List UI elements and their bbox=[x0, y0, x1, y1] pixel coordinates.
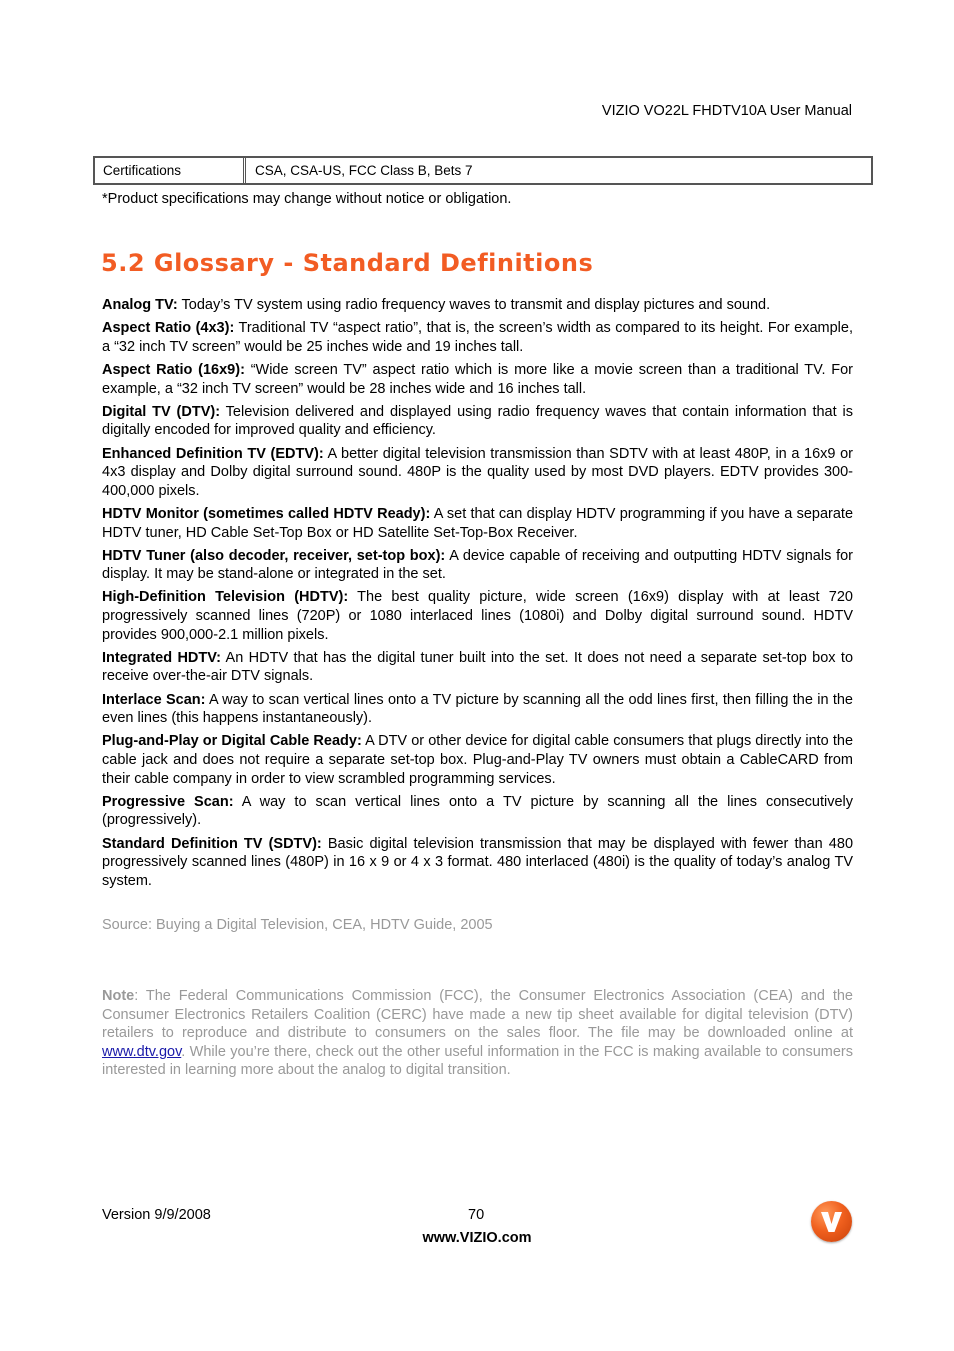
glossary-definition: Today’s TV system using radio frequency waves to transmit and display pictures and sound. bbox=[181, 297, 771, 313]
spec-table bbox=[93, 156, 873, 185]
glossary-entry-edtv bbox=[102, 445, 853, 501]
glossary-entry-analog-tv bbox=[102, 296, 853, 315]
glossary-term: Interlace Scan: bbox=[102, 691, 206, 708]
glossary-term: Enhanced Definition TV (EDTV): bbox=[102, 445, 324, 462]
page-number: 70 bbox=[468, 1207, 485, 1223]
glossary-entry-hdtv-monitor bbox=[102, 505, 853, 542]
glossary-entry-sdtv bbox=[102, 835, 853, 891]
note-text: : The Federal Communications Commission (FCC), the Consumer Electronics Association (CEA) and the Consumer Electronics Retailers Coalition (CERC) have made a new tip sheet available for digital television (DTV) retailers to reproduce and distribute to consumers on the sales floor. The file may be downloaded online at bbox=[102, 988, 853, 1042]
glossary-entry-hdtv bbox=[102, 588, 853, 644]
glossary-definition: A better digital television transmission than SDTV with at least 480P, in a 16x9 or 4x3 display and Dolby digital surround sound. 480P is the quality used by most DVD players. EDTV provides 300-400,000 pixels. bbox=[102, 445, 853, 499]
glossary-term: HDTV Tuner (also decoder, receiver, set-top box): bbox=[102, 547, 446, 564]
glossary-definition: Television delivered and displayed using radio frequency waves that contain information that is digitally encoded for improved quality and efficiency. bbox=[102, 403, 853, 439]
vizio-v-logo-icon bbox=[811, 1201, 852, 1242]
glossary-definition: “Wide screen TV” aspect ratio which is more like a movie screen than a traditional TV. For example, a “32 inch TV screen” would be 28 inches wide and 16 inches tall. bbox=[102, 361, 853, 397]
note-label: Note bbox=[102, 988, 135, 1004]
glossary-definition: The best quality picture, wide screen (16x9) display with at least 720 progressively scanned lines (720P) or 1080 interlaced lines (1080i) and Dolby digital surround sound. HDTV provides 900,000-2.1 million pixels. bbox=[102, 589, 853, 643]
footer-url: www.VIZIO.com bbox=[422, 1230, 532, 1246]
glossary-term: High-Definition Television (HDTV): bbox=[102, 589, 349, 606]
glossary-entry-aspect-4x3 bbox=[102, 319, 853, 356]
glossary-definition: A device capable of receiving and outputting HDTV signals for display. It may be stand-alone or integrated in the set. bbox=[102, 547, 854, 583]
section-title: 5.2 Glossary - Standard Definitions bbox=[101, 249, 594, 277]
dtv-gov-link[interactable]: www.dtv.gov bbox=[102, 1043, 182, 1060]
glossary-definition: A DTV or other device for digital cable consumers that plugs directly into the cable jack and does not require a separate set-top box. Plug-and-Play TV owners must obtain a CableCARD from their cable company in order to view scrambled programming services. bbox=[102, 733, 854, 787]
glossary-entry-hdtv-tuner bbox=[102, 547, 853, 584]
glossary-entry-digital-tv bbox=[102, 403, 853, 440]
glossary-definition: Traditional TV “aspect ratio”, that is, the screen’s width as compared to its height. For example, a “32 inch TV screen” would be 25 inches wide and 19 inches tall. bbox=[102, 320, 853, 355]
glossary-definition: An HDTV that has the digital tuner built into the set. It does not need a separate set-top box to receive over-the-air DTV signals. bbox=[102, 649, 854, 685]
glossary-term: Plug-and-Play or Digital Cable Ready: bbox=[102, 733, 362, 750]
glossary-term: Aspect Ratio (4x3): bbox=[102, 320, 235, 337]
source-citation: Source: Buying a Digital Television, CEA, HDTV Guide, 2005 bbox=[102, 917, 493, 933]
glossary-definition: Basic digital television transmission that may be displayed with fewer than 480 progressively scanned lines (480P) in 16 x 9 or 4 x 3 format. 480 interlaced (480i) is the quality of today’s analog TV system. bbox=[102, 835, 854, 889]
note-paragraph bbox=[102, 987, 853, 1080]
glossary-entry-progressive-scan bbox=[102, 793, 853, 830]
note-text-after: . While you’re there, check out the other useful information in the FCC is making available to consumers interested in learning more about the analog to digital transition. bbox=[102, 1043, 853, 1079]
footer-version: Version 9/9/2008 bbox=[102, 1207, 211, 1223]
spec-disclaimer: *Product specifications may change without notice or obligation. bbox=[102, 191, 512, 207]
v-glyph-icon bbox=[811, 1201, 852, 1242]
glossary-definition: A way to scan vertical lines onto a TV picture by scanning all the lines consecutively (progressively). bbox=[102, 793, 854, 829]
glossary-term: Digital TV (DTV): bbox=[102, 403, 221, 420]
glossary-definition: A way to scan vertical lines onto a TV picture by scanning all the odd lines first, then filling the in the even lines (this happens instantaneously). bbox=[102, 691, 853, 727]
glossary-term: Standard Definition TV (SDTV): bbox=[102, 835, 322, 852]
spec-value: CSA, CSA-US, FCC Class B, Bets 7 bbox=[255, 163, 473, 178]
glossary-term: Integrated HDTV: bbox=[102, 649, 221, 666]
glossary-definition: A set that can display HDTV programming if you have a separate HDTV tuner, HD Cable Set-Top Box or HD Satellite Set-Top-Box Receiver. bbox=[102, 505, 854, 541]
glossary-term: HDTV Monitor (sometimes called HDTV Ready): bbox=[102, 505, 431, 522]
glossary-list bbox=[102, 296, 853, 895]
glossary-entry-integrated-hdtv bbox=[102, 649, 853, 686]
spec-label: Certifications bbox=[95, 158, 246, 183]
glossary-term: Progressive Scan: bbox=[102, 793, 234, 810]
glossary-term: Analog TV: bbox=[102, 297, 178, 313]
glossary-term: Aspect Ratio (16x9): bbox=[102, 361, 245, 378]
glossary-entry-interlace-scan bbox=[102, 691, 853, 728]
glossary-entry-aspect-16x9 bbox=[102, 361, 853, 398]
glossary-entry-plug-and-play bbox=[102, 732, 853, 788]
manual-title: VIZIO VO22L FHDTV10A User Manual bbox=[601, 103, 852, 119]
